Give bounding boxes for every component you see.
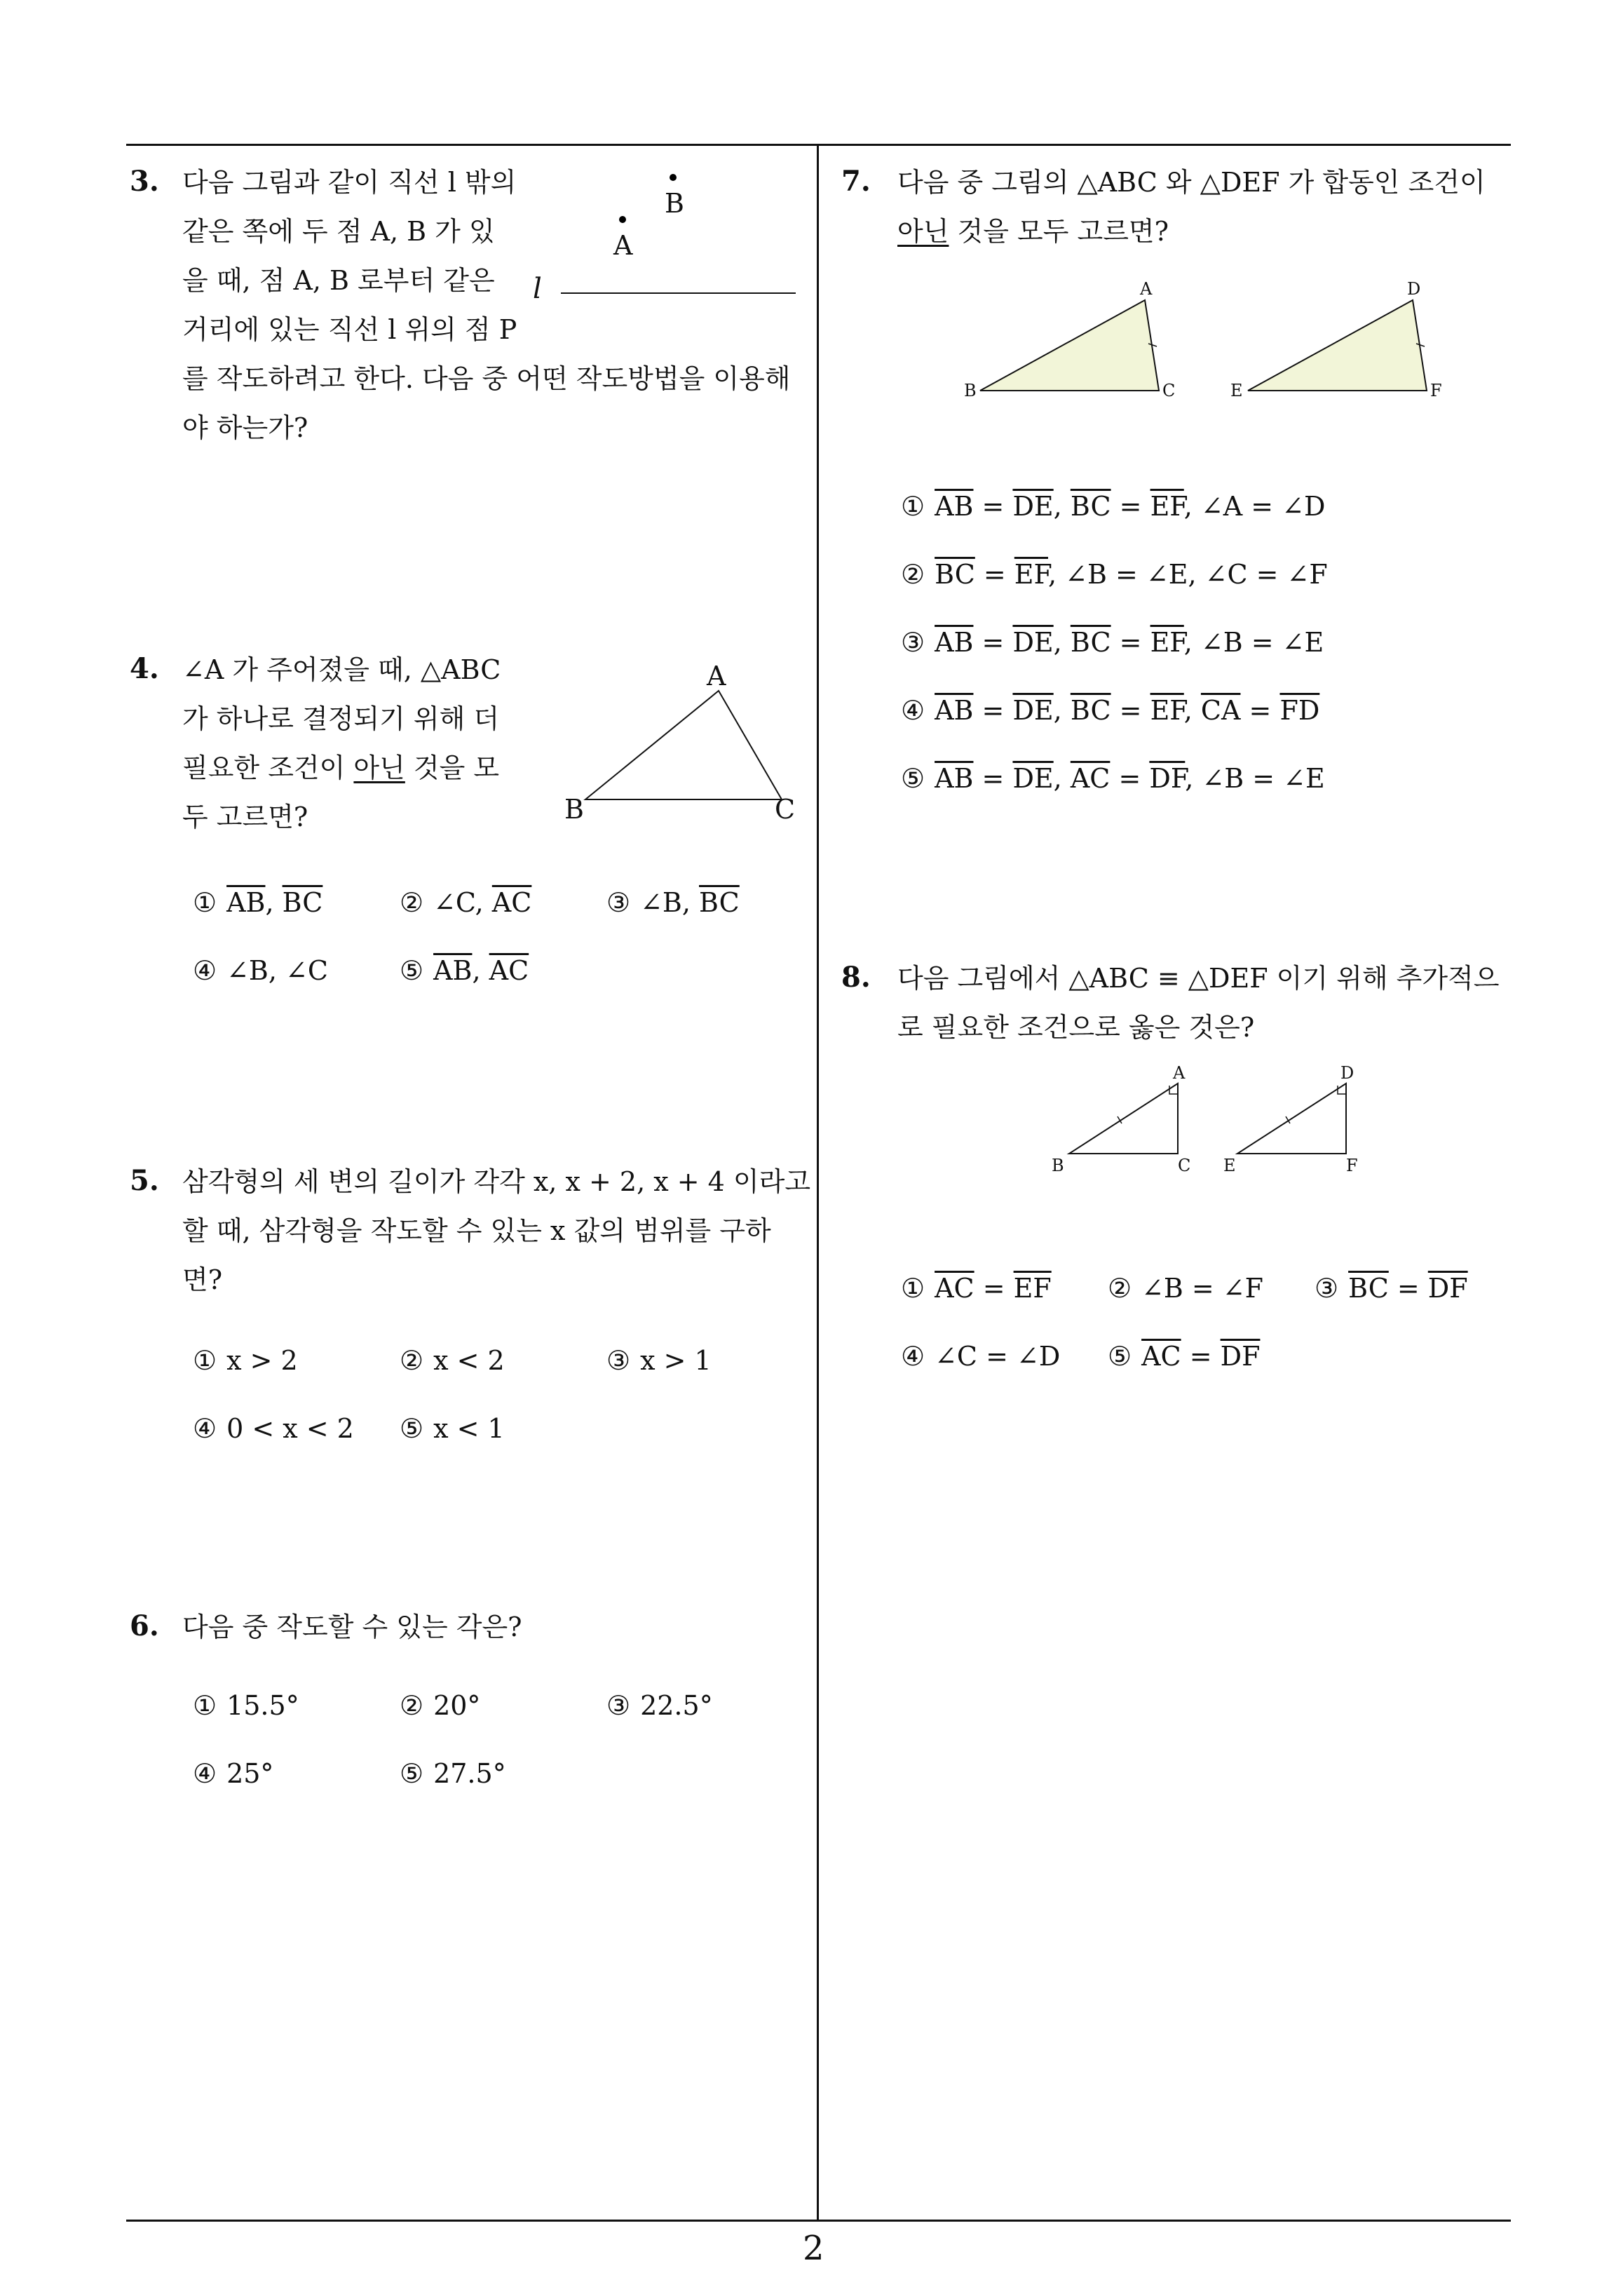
page-number: 2	[803, 2229, 824, 2268]
option-number: ②	[1108, 1273, 1132, 1304]
point-a-dot	[619, 216, 626, 223]
option-number: ②	[901, 559, 925, 590]
option-text: 15.5°	[226, 1690, 299, 1721]
option-text: x < 2	[433, 1345, 505, 1376]
point-b-label: B	[665, 188, 684, 219]
option[interactable]	[901, 763, 1325, 794]
option[interactable]	[606, 887, 740, 918]
option-text: ,	[265, 887, 283, 918]
question-line: 로 필요한 조건으로 옳은 것은?	[897, 1012, 1255, 1043]
option-number: ③	[901, 627, 925, 658]
triangle-abc	[585, 691, 782, 799]
option-text: =	[1111, 491, 1150, 522]
segment-overline: $\overline{BC}$	[1070, 491, 1111, 522]
option-text: =	[1181, 1341, 1221, 1372]
option[interactable]	[400, 887, 531, 918]
option[interactable]	[901, 695, 1319, 726]
option[interactable]	[901, 1273, 1052, 1304]
option[interactable]	[193, 1345, 298, 1376]
triangle-def	[1237, 1083, 1346, 1154]
segment-overline: $\overline{AB}$	[433, 955, 473, 986]
segment-overline: $\overline{EF}$	[1150, 491, 1184, 522]
option[interactable]	[193, 1413, 354, 1444]
vertex-d-label: D	[1340, 1063, 1354, 1083]
question-line: 를 작도하려고 한다. 다음 중 어떤 작도방법을 이용해	[182, 363, 791, 394]
triangle-abc	[980, 300, 1159, 391]
option-text: ∠C = ∠D	[935, 1341, 1061, 1372]
segment-overline: $\overline{DF}$	[1427, 1273, 1468, 1304]
segment-overline: $\overline{AC}$	[491, 887, 532, 918]
point-b-dot	[670, 174, 677, 181]
option-number: ①	[901, 491, 925, 522]
segment-overline: $\overline{DE}$	[1012, 627, 1054, 658]
option-text: ,	[1053, 627, 1071, 658]
question-number: 4.	[130, 652, 159, 685]
vertex-d-label: D	[1407, 279, 1421, 299]
question-line: 야 하는가?	[182, 412, 308, 443]
vertex-a-label: A	[1140, 279, 1153, 299]
option-text: 25°	[226, 1758, 274, 1789]
option[interactable]	[193, 887, 322, 918]
option-text: , ∠A = ∠D	[1183, 491, 1326, 522]
option[interactable]	[606, 1345, 712, 1376]
option-text: =	[1111, 695, 1150, 726]
option-number: ③	[606, 1345, 631, 1376]
option-number: ⑤	[1108, 1341, 1132, 1372]
option-number: ②	[400, 1345, 424, 1376]
text-segment: 필요한 조건이	[182, 752, 354, 783]
vertex-a-label: A	[1173, 1063, 1186, 1083]
segment-overline: $\overline{EF}$	[1014, 559, 1048, 590]
option-text: =	[1388, 1273, 1428, 1304]
question-line: 두 고르면?	[182, 802, 308, 832]
option-text: ,	[1053, 491, 1071, 522]
segment-overline: $\overline{BC}$	[1348, 1273, 1389, 1304]
vertex-a-label: A	[707, 661, 726, 691]
option[interactable]	[901, 1341, 1060, 1372]
segment-overline: $\overline{AB}$	[935, 695, 974, 726]
option-text: 27.5°	[433, 1758, 506, 1789]
segment-overline: $\overline{DF}$	[1149, 763, 1186, 794]
option-text: x > 1	[640, 1345, 712, 1376]
vertex-b-label: B	[1052, 1156, 1064, 1175]
option-number: ③	[1315, 1273, 1339, 1304]
segment-overline: $\overline{AB}$	[935, 627, 974, 658]
option-text: ∠B = ∠F	[1141, 1273, 1264, 1304]
question-number: 7.	[841, 165, 871, 198]
option-number: ⑤	[901, 763, 925, 794]
option-text: ,	[1183, 695, 1201, 726]
segment-overline: $\overline{DF}$	[1220, 1341, 1261, 1372]
segment-overline: $\overline{BC}$	[935, 559, 975, 590]
option[interactable]	[400, 1345, 505, 1376]
question-line	[897, 207, 1486, 256]
option-text: x < 1	[433, 1413, 505, 1444]
underlined-word: 아닌	[353, 752, 405, 783]
option-text: 22.5°	[640, 1690, 713, 1721]
vertex-f-label: F	[1430, 381, 1442, 400]
question-line: 다음 그림과 같이 직선 l 밖의	[182, 167, 517, 198]
option[interactable]	[400, 955, 529, 986]
underlined-word: 아닌	[897, 216, 949, 247]
option[interactable]	[901, 627, 1324, 658]
option-text: , ∠B = ∠E, ∠C = ∠F	[1047, 559, 1328, 590]
option-text: =	[973, 627, 1013, 658]
option-number: ④	[901, 1341, 925, 1372]
option-text: =	[1110, 763, 1150, 794]
option[interactable]	[400, 1413, 505, 1444]
option-text: 20°	[433, 1690, 481, 1721]
vertex-e-label: E	[1223, 1156, 1236, 1175]
option[interactable]	[901, 491, 1326, 522]
question-line: 가 하나로 결정되기 위해 더	[182, 703, 500, 734]
question-text	[182, 645, 501, 842]
option-text: 0 < x < 2	[226, 1413, 354, 1444]
option-number: ②	[400, 1690, 424, 1721]
segment-overline: $\overline{DE}$	[1012, 491, 1054, 522]
segment-overline: $\overline{AB}$	[226, 887, 266, 918]
option-text: ∠B,	[640, 887, 700, 918]
option-text: =	[973, 763, 1013, 794]
right-triangles-figure	[1045, 1063, 1395, 1178]
points-and-line-figure	[533, 165, 803, 305]
option[interactable]	[193, 1758, 273, 1789]
segment-overline: $\overline{BC}$	[699, 887, 740, 918]
option-text: ,	[1053, 763, 1071, 794]
option-number: ①	[193, 887, 217, 918]
segment-overline: $\overline{EF}$	[1013, 1273, 1052, 1304]
option-number: ④	[901, 695, 925, 726]
question-number: 3.	[130, 165, 159, 198]
segment-overline: $\overline{AC}$	[935, 1273, 975, 1304]
option[interactable]	[193, 955, 328, 986]
option-text: ,	[1053, 695, 1071, 726]
option-number: ④	[193, 955, 217, 986]
segment-overline: $\overline{AC}$	[489, 955, 529, 986]
question-line: 다음 그림에서 △ABC ≡ △DEF 이기 위해 추가적으	[897, 963, 1500, 994]
vertex-c-label: C	[1178, 1156, 1191, 1175]
option-text: =	[973, 695, 1013, 726]
option-text: x > 2	[226, 1345, 298, 1376]
question-number: 8.	[841, 961, 871, 994]
question-line	[182, 743, 501, 792]
vertex-b-label: B	[564, 794, 584, 825]
question-line: 다음 중 작도할 수 있는 각은?	[182, 1612, 522, 1642]
segment-overline: $\overline{AB}$	[935, 491, 974, 522]
question-text	[182, 1157, 810, 1304]
segment-overline: $\overline{EF}$	[1150, 627, 1184, 658]
option[interactable]	[606, 1690, 713, 1721]
option-text: , ∠B = ∠E	[1185, 763, 1325, 794]
option[interactable]	[400, 1690, 480, 1721]
option[interactable]	[901, 559, 1328, 590]
vertex-b-label: B	[964, 381, 977, 400]
vertex-e-label: E	[1230, 381, 1243, 400]
option-text: =	[1111, 627, 1150, 658]
option-text: =	[973, 491, 1013, 522]
option-number: ④	[193, 1413, 217, 1444]
option[interactable]	[1108, 1273, 1263, 1304]
option-number: ④	[193, 1758, 217, 1789]
text-segment: 것을 모	[405, 752, 500, 783]
segment-overline: $\overline{AC}$	[1070, 763, 1111, 794]
question-line: 삼각형의 세 변의 길이가 각각 x, x + 2, x + 4 이라고	[182, 1166, 811, 1197]
question-line: 같은 쪽에 두 점 A, B 가 있	[182, 216, 495, 247]
option[interactable]	[193, 1690, 299, 1721]
segment-overline: $\overline{AC}$	[1141, 1341, 1181, 1372]
segment-overline: $\overline{CA}$	[1200, 695, 1241, 726]
option-number: ①	[193, 1345, 217, 1376]
segment-overline: $\overline{AB}$	[935, 763, 974, 794]
option-number: ②	[400, 887, 424, 918]
option-text: ,	[472, 955, 489, 986]
point-a-label: A	[613, 230, 633, 261]
vertex-c-label: C	[775, 794, 796, 825]
question-line: 거리에 있는 직선 l 위의 점 P	[182, 314, 517, 345]
question-text	[182, 1602, 522, 1652]
triangle-abc	[1069, 1083, 1178, 1154]
option[interactable]	[1108, 1341, 1260, 1372]
question-line: 할 때, 삼각형을 작도할 수 있는 x 값의 범위를 구하	[182, 1215, 771, 1246]
vertex-f-label: F	[1346, 1156, 1358, 1175]
question-line: 다음 중 그림의 △ABC 와 △DEF 가 합동인 조건이	[897, 167, 1486, 198]
option-text: ∠B, ∠C	[226, 955, 328, 986]
question-line: 면?	[182, 1264, 223, 1295]
question-number: 5.	[130, 1164, 159, 1197]
text-segment: 것을 모두 고르면?	[949, 216, 1169, 247]
segment-overline: $\overline{BC}$	[1070, 695, 1111, 726]
segment-overline: $\overline{BC}$	[1070, 627, 1111, 658]
option-number: ③	[606, 1690, 631, 1721]
two-triangles-figure	[960, 274, 1465, 400]
triangle-abc-figure	[564, 656, 803, 824]
segment-overline: $\overline{EF}$	[1150, 695, 1184, 726]
question-line: ∠A 가 주어졌을 때, △ABC	[182, 654, 501, 685]
option[interactable]	[1315, 1273, 1468, 1304]
option-number: ③	[606, 887, 631, 918]
option-number: ①	[193, 1690, 217, 1721]
segment-overline: $\overline{BC}$	[282, 887, 323, 918]
vertex-c-label: C	[1162, 381, 1176, 400]
option-text: =	[1240, 695, 1280, 726]
option-text: ∠C,	[433, 887, 492, 918]
line-l-label: l	[533, 273, 542, 305]
question-line: 을 때, 점 A, B 로부터 같은	[182, 265, 495, 296]
option-text: , ∠B = ∠E	[1183, 627, 1324, 658]
option-number: ⑤	[400, 1413, 424, 1444]
segment-overline: $\overline{FD}$	[1279, 695, 1320, 726]
option-text: =	[975, 559, 1014, 590]
question-number: 6.	[130, 1609, 159, 1642]
option-number: ⑤	[400, 1758, 424, 1789]
segment-overline: $\overline{DE}$	[1012, 695, 1054, 726]
option-text: =	[974, 1273, 1014, 1304]
column-divider	[817, 144, 819, 2222]
question-text	[897, 158, 1486, 256]
triangle-def	[1248, 300, 1427, 391]
bottom-rule	[126, 2220, 1511, 2222]
option-number: ⑤	[400, 955, 424, 986]
question-text	[897, 954, 1499, 1052]
option[interactable]	[400, 1758, 506, 1789]
segment-overline: $\overline{DE}$	[1012, 763, 1054, 794]
option-number: ①	[901, 1273, 925, 1304]
